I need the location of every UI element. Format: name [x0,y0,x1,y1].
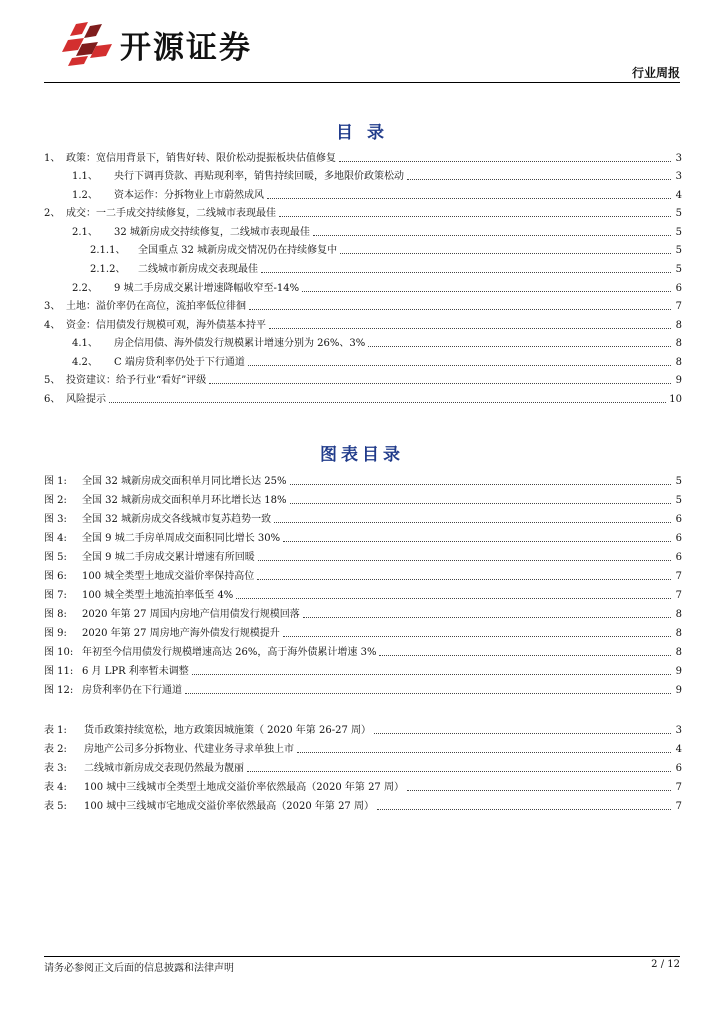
table-entry-page-number: 6 [675,763,682,774]
table-entry-title: 100 城中三线城市全类型土地成交溢价率依然最高（2020 年第 27 周） [84,782,404,793]
table-entry-title: 100 城中三线城市宅地成交溢价率依然最高（2020 年第 27 周） [84,801,374,812]
toc-entry-row[interactable] [44,205,682,221]
figure-entry-number: 图 10: [44,647,74,658]
table-entry-row[interactable] [44,760,682,776]
toc-entry-page-number: 5 [675,208,682,219]
toc-entry-leader-dots [368,346,671,347]
toc-entry-row[interactable] [44,242,682,258]
figure-entry-page-number: 8 [675,609,682,620]
toc-entry-row[interactable] [44,150,682,166]
toc-entry-row[interactable] [44,317,682,333]
toc-entry-title: 成交：一二手成交持续修复，二线城市表现最佳 [66,208,276,219]
figure-entry-page-number: 8 [675,628,682,639]
table-entry-leader-dots [374,733,671,734]
figure-entry-leader-dots [379,655,671,656]
report-type-label: 行业周报 [631,66,680,80]
toc-entry-page-number: 3 [675,153,682,164]
figure-entry-row[interactable] [44,492,682,508]
company-name: 开源证券 [120,30,252,66]
toc-entry-row[interactable] [44,280,682,296]
toc-entry-leader-dots [339,161,671,162]
toc-entry-page-number: 5 [675,245,682,256]
toc-entry-row[interactable] [44,224,682,240]
figure-entry-page-number: 5 [675,495,682,506]
figure-entry-title: 全国 32 城新房成交面积单月环比增长达 18% [82,495,287,506]
table-entry-row[interactable] [44,779,682,795]
figure-entry-row[interactable] [44,644,682,660]
figure-entry-leader-dots [257,579,671,580]
toc-title: 目 录 [336,123,388,143]
table-entry-page-number: 3 [675,725,682,736]
figure-entry-leader-dots [290,484,672,485]
figure-entry-leader-dots [303,617,671,618]
table-entry-title: 二线城市新房成交表现仍然最为靓丽 [84,763,244,774]
table-entry-page-number: 7 [675,782,682,793]
toc-entry-leader-dots [109,402,666,403]
toc-entry-leader-dots [279,216,671,217]
toc-entry-row[interactable] [44,372,682,388]
figure-entry-row[interactable] [44,606,682,622]
toc-entry-number: 1.1、 [72,171,98,182]
table-entry-number: 表 2: [44,744,67,755]
figure-entry-page-number: 7 [675,571,682,582]
figure-entry-row[interactable] [44,682,682,698]
figure-entry-number: 图 4: [44,533,67,544]
toc-entry-number: 2.1.2、 [90,264,126,275]
table-entry-title: 房地产公司多分拆物业、代建业务寻求单独上市 [84,744,294,755]
figure-entry-leader-dots [185,693,671,694]
figure-entry-page-number: 9 [675,685,682,696]
table-entry-page-number: 4 [675,744,682,755]
toc-entry-page-number: 3 [675,171,682,182]
footer-divider [44,956,680,957]
toc-entry-leader-dots [249,309,671,310]
toc-entry-page-number: 7 [675,301,682,312]
toc-entry-page-number: 4 [675,190,682,201]
toc-entry-page-number: 8 [675,320,682,331]
toc-entry-number: 3、 [44,301,61,312]
figure-entry-title: 房贷利率仍在下行通道 [82,685,182,696]
table-entry-number: 表 1: [44,725,67,736]
toc-entry-leader-dots [261,272,671,273]
toc-entry-page-number: 9 [675,375,682,386]
toc-entry-number: 4、 [44,320,61,331]
toc-entry-leader-dots [302,291,671,292]
toc-entry-number: 2.2、 [72,283,98,294]
toc-entry-title: C 端房贷利率仍处于下行通道 [114,357,245,368]
toc-entry-number: 4.2、 [72,357,98,368]
table-entry-row[interactable] [44,722,682,738]
toc-entry-title: 投资建议：给予行业“看好”评级 [66,375,207,386]
page-indicator: 2 / 12 [651,959,680,970]
figure-entry-number: 图 12: [44,685,74,696]
figure-entry-page-number: 8 [675,647,682,658]
figure-entry-row[interactable] [44,473,682,489]
toc-entry-title: 资金：信用债发行规模可观，海外债基本持平 [66,320,266,331]
table-entry-leader-dots [377,809,671,810]
company-logo-icon [62,20,118,66]
figure-entry-number: 图 6: [44,571,67,582]
toc-entry-row[interactable] [44,391,682,407]
table-entry-row[interactable] [44,741,682,757]
table-entry-row[interactable] [44,798,682,814]
figure-entry-leader-dots [236,598,671,599]
toc-entry-page-number: 8 [675,338,682,349]
figure-entry-page-number: 6 [675,552,682,563]
toc-entry-row[interactable] [44,187,682,203]
toc-entry-leader-dots [269,328,671,329]
toc-entry-number: 1、 [44,153,61,164]
figure-entry-number: 图 5: [44,552,67,563]
figure-entry-number: 图 9: [44,628,67,639]
figure-entry-page-number: 7 [675,590,682,601]
figure-entry-title: 全国 32 城新房成交各线城市复苏趋势一致 [82,514,272,525]
toc-entry-row[interactable] [44,335,682,351]
toc-entry-page-number: 5 [675,227,682,238]
table-entry-leader-dots [247,771,671,772]
toc-entry-title: 房企信用债、海外债发行规模累计增速分别为 26%、3% [114,338,366,349]
figure-entry-title: 100 城全类型土地流拍率低至 4% [82,590,234,601]
figure-entry-row[interactable] [44,663,682,679]
figure-entry-row[interactable] [44,530,682,546]
table-entry-number: 表 4: [44,782,67,793]
figure-entry-leader-dots [290,503,672,504]
figure-entry-title: 全国 9 城二手房单周成交面积同比增长 30% [82,533,281,544]
toc-entry-title: 资本运作：分拆物业上市蔚然成风 [114,190,264,201]
figure-entry-number: 图 3: [44,514,67,525]
figure-entry-title: 年初至今信用债发行规模增速高达 26%，高于海外债累计增速 3% [82,647,377,658]
figure-entry-title: 2020 年第 27 周房地产海外债发行规模提升 [82,628,280,639]
table-entry-leader-dots [297,752,671,753]
toc-entry-title: 风险提示 [66,394,106,405]
company-logo [62,20,272,66]
figure-entry-title: 全国 32 城新房成交面积单月同比增长达 25% [82,476,287,487]
toc-entry-title: 央行下调再贷款、再贴现利率，销售持续回暖，多地限价政策松动 [114,171,404,182]
figure-entry-number: 图 7: [44,590,67,601]
toc-entry-number: 4.1、 [72,338,98,349]
toc-entry-page-number: 6 [675,283,682,294]
toc-entry-page-number: 8 [675,357,682,368]
table-entry-title: 货币政策持续宽松，地方政策因城施策（ 2020 年第 26-27 周） [84,725,371,736]
toc-entry-title: 二线城市新房成交表现最佳 [138,264,258,275]
figure-entry-title: 6 月 LPR 利率暂未调整 [82,666,189,677]
figure-entry-leader-dots [283,636,671,637]
figure-entry-title: 2020 年第 27 周国内房地产信用债发行规模回落 [82,609,300,620]
toc-entry-page-number: 10 [669,394,682,405]
table-entry-page-number: 7 [675,801,682,812]
figure-entry-page-number: 6 [675,533,682,544]
figure-entry-row[interactable] [44,549,682,565]
figure-entry-page-number: 6 [675,514,682,525]
toc-entry-title: 土地：溢价率仍在高位，流拍率低位徘徊 [66,301,246,312]
toc-entry-leader-dots [313,235,671,236]
toc-entry-row[interactable] [44,261,682,277]
table-entry-number: 表 3: [44,763,67,774]
toc-entry-number: 6、 [44,394,61,405]
toc-entry-leader-dots [407,179,671,180]
figure-toc-title: 图表目录 [320,445,404,465]
figure-entry-number: 图 2: [44,495,67,506]
toc-entry-leader-dots [340,253,671,254]
toc-entry-leader-dots [248,365,671,366]
toc-entry-leader-dots [267,198,671,199]
figure-entry-leader-dots [283,541,671,542]
toc-entry-number: 2.1、 [72,227,98,238]
toc-entry-number: 2.1.1、 [90,245,126,256]
figure-entry-page-number: 5 [675,476,682,487]
toc-entry-title: 政策：宽信用背景下，销售好转、限价松动提振板块估值修复 [66,153,336,164]
figure-entry-page-number: 9 [675,666,682,677]
table-entry-number: 表 5: [44,801,67,812]
table-entry-leader-dots [407,790,671,791]
figure-entry-number: 图 1: [44,476,67,487]
toc-entry-row[interactable] [44,168,682,184]
figure-entry-number: 图 11: [44,666,74,677]
figure-entry-row[interactable] [44,587,682,603]
footer-disclaimer: 请务必参阅正文后面的信息披露和法律声明 [44,963,234,974]
toc-entry-leader-dots [209,383,671,384]
figure-entry-leader-dots [274,522,671,523]
figure-entry-title: 全国 9 城二手房成交累计增速有所回暖 [82,552,255,563]
toc-entry-number: 1.2、 [72,190,98,201]
figure-entry-leader-dots [192,674,671,675]
figure-entry-title: 100 城全类型土地成交溢价率保持高位 [82,571,255,582]
figure-entry-leader-dots [258,560,671,561]
toc-entry-row[interactable] [44,354,682,370]
figure-entry-row[interactable] [44,511,682,527]
toc-entry-number: 5、 [44,375,61,386]
toc-entry-title: 32 城新房成交持续修复，二线城市表现最佳 [114,227,310,238]
toc-entry-title: 9 城二手房成交累计增速降幅收窄至-14% [114,283,300,294]
toc-entry-page-number: 5 [675,264,682,275]
figure-entry-row[interactable] [44,625,682,641]
toc-entry-title: 全国重点 32 城新房成交情况仍在持续修复中 [138,245,338,256]
figure-entry-number: 图 8: [44,609,67,620]
toc-entry-number: 2、 [44,208,61,219]
toc-entry-row[interactable] [44,298,682,314]
figure-entry-row[interactable] [44,568,682,584]
header-divider [44,82,680,83]
